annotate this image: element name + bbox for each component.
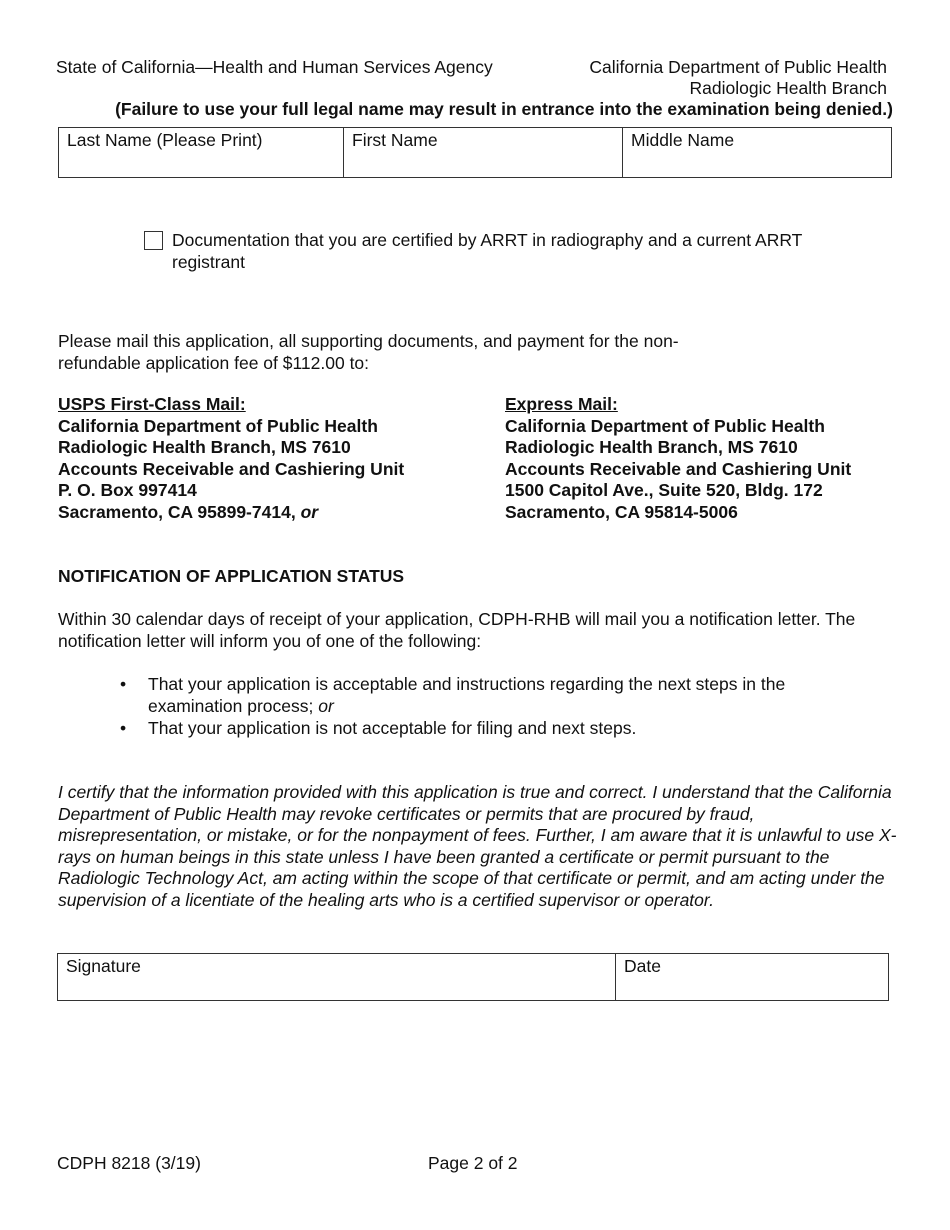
department-name: California Department of Public Health <box>589 57 887 77</box>
agency-name: State of California—Health and Human Services Agency <box>56 57 493 77</box>
form-id: CDPH 8218 (3/19) <box>57 1153 201 1173</box>
middle-name-label: Middle Name <box>631 130 735 150</box>
bullet-suffix: or <box>318 695 334 716</box>
express-address-line: Radiologic Health Branch, MS 7610 <box>505 437 798 457</box>
usps-city-line: Sacramento, CA 95899-7414, <box>58 501 296 522</box>
bullet-text: That your application is acceptable and instructions regarding the next steps in the examination process; <box>148 674 786 716</box>
last-name-field[interactable] <box>59 128 344 178</box>
signature-field[interactable] <box>58 954 616 1001</box>
legal-name-warning: (Failure to use your full legal name may result in entrance into the examination being denied.) <box>115 99 893 119</box>
usps-address-block <box>58 394 404 523</box>
list-item <box>58 674 858 717</box>
date-label: Date <box>624 956 661 976</box>
usps-label: USPS First-Class Mail: <box>58 394 246 414</box>
bullet-icon: • <box>120 718 127 738</box>
arrt-documentation-label: Documentation that you are certified by ARRT in radiography and a current ARRT registrant <box>172 230 803 272</box>
signature-table <box>57 953 889 1001</box>
express-address-block <box>505 394 851 523</box>
bullet-text: That your application is not acceptable for filing and next steps. <box>148 718 637 738</box>
branch-name: Radiologic Health Branch <box>689 78 887 98</box>
signature-label: Signature <box>66 956 141 976</box>
arrt-documentation-item <box>144 229 864 273</box>
date-field[interactable] <box>616 954 889 1001</box>
mail-instructions: Please mail this application, all supporting documents, and payment for the non-refundable application fee of $112.00 to: <box>58 331 679 373</box>
name-fields-table <box>58 127 892 178</box>
usps-address-line: California Department of Public Health <box>58 415 378 436</box>
arrt-documentation-checkbox[interactable] <box>144 231 163 250</box>
express-address-line: Sacramento, CA 95814-5006 <box>505 501 738 522</box>
list-item <box>58 718 858 740</box>
notification-heading: NOTIFICATION OF APPLICATION STATUS <box>58 566 405 586</box>
last-name-label: Last Name (Please Print) <box>67 130 263 150</box>
usps-address-line: Radiologic Health Branch, MS 7610 <box>58 437 351 457</box>
express-address-line: Accounts Receivable and Cashiering Unit <box>505 458 852 479</box>
express-address-line: 1500 Capitol Ave., Suite 520, Bldg. 172 <box>505 480 823 500</box>
certification-statement: I certify that the information provided with this application is true and correct. I understand that the California Department of Public Health may revoke certificates or permits that are procured by fraud, misrepresentation, or mistake, or for the nonpayment of fees. Further, I am aware that it is unlawful to use X-rays on human beings in this state unless I have been granted a certificate or permit pursuant to the Radiologic Technology Act, am acting within the scope of that certificate or permit, and am acting under the supervision of a licentiate of the healing arts who is a certified supervisor or operator. <box>58 782 897 910</box>
usps-address-line-last <box>58 502 404 524</box>
express-address-line: California Department of Public Health <box>505 415 825 436</box>
first-name-field[interactable] <box>344 128 623 178</box>
middle-name-field[interactable] <box>623 128 892 178</box>
first-name-label: First Name <box>352 130 438 150</box>
usps-address-line: P. O. Box 997414 <box>58 480 197 500</box>
notification-paragraph: Within 30 calendar days of receipt of your application, CDPH-RHB will mail you a notification letter. The notification letter will inform you of one of the following: <box>58 609 856 651</box>
bullet-icon: • <box>120 674 127 694</box>
notification-bullets <box>58 674 858 741</box>
usps-or-suffix: or <box>300 501 319 522</box>
usps-address-line: Accounts Receivable and Cashiering Unit <box>58 458 405 479</box>
page-number: Page 2 of 2 <box>428 1153 518 1173</box>
department-header <box>589 57 887 99</box>
express-label: Express Mail: <box>505 394 618 414</box>
